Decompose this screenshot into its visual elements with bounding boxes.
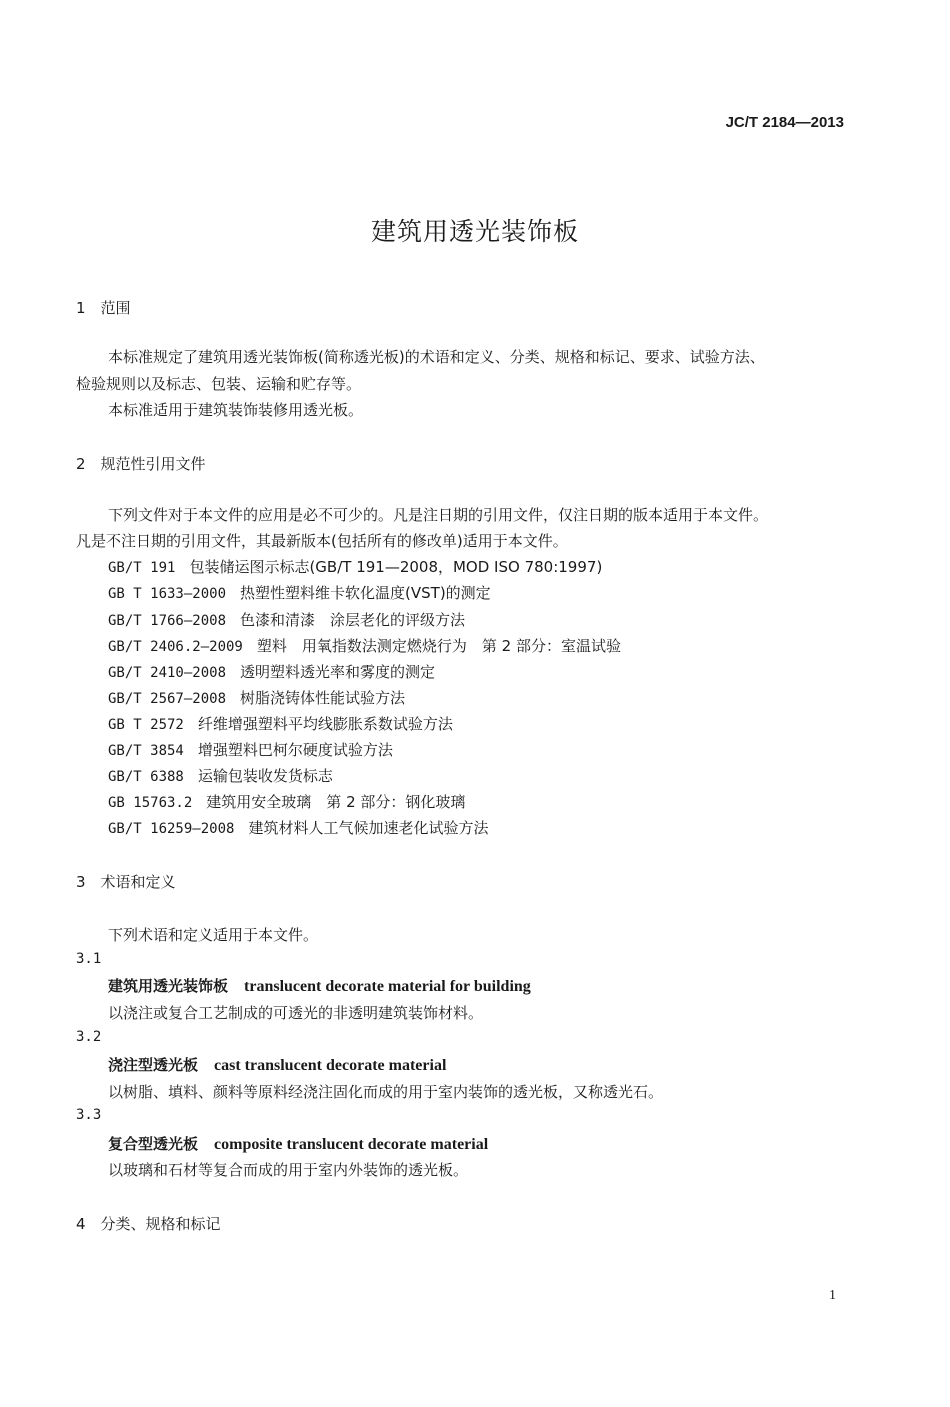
term-chinese: 复合型透光板 — [108, 1135, 199, 1153]
reference-code: GB/T 2410—2008 — [108, 665, 227, 681]
section-3-intro: 下列术语和定义适用于本文件。 — [108, 926, 319, 944]
reference-code: GB/T 1766—2008 — [108, 613, 227, 629]
reference-title: 建筑用安全玻璃 第 2 部分：钢化玻璃 — [206, 793, 466, 811]
reference-code: GB/T 2567—2008 — [108, 691, 227, 707]
section-1-para1-line1: 本标准规定了建筑用透光装饰板(简称透光板)的术语和定义、分类、规格和标记、要求、试验方法、 — [108, 348, 765, 366]
term-chinese: 浇注型透光板 — [108, 1056, 199, 1074]
section-2-heading: 2 规范性引用文件 — [76, 455, 206, 473]
reference-title: 纤维增强塑料平均线膨胀系数试验方法 — [197, 715, 453, 733]
reference-code: GB/T 3854 — [108, 743, 184, 759]
term-heading — [108, 1054, 446, 1075]
reference-item — [108, 556, 602, 577]
reference-title: 塑料 用氧指数法测定燃烧行为 第 2 部分：室温试验 — [256, 637, 621, 655]
reference-item — [108, 661, 435, 682]
reference-item — [108, 739, 393, 760]
section-4-heading: 4 分类、规格和标记 — [76, 1215, 221, 1233]
term-english: composite translucent decorate material — [214, 1136, 489, 1153]
term-english: translucent decorate material for building — [244, 978, 531, 995]
term-heading — [108, 975, 531, 996]
reference-title: 建筑材料人工气候加速老化试验方法 — [248, 819, 489, 837]
reference-code: GB T 2572 — [108, 717, 184, 733]
standard-code: JC/T 2184—2013 — [725, 114, 844, 131]
term-heading — [108, 1133, 488, 1154]
reference-title: 运输包装收发货标志 — [197, 767, 333, 785]
reference-item — [108, 817, 488, 838]
section-1-para2: 本标准适用于建筑装饰装修用透光板。 — [108, 401, 364, 419]
reference-code: GB T 1633—2000 — [108, 586, 227, 602]
term-number: 3.1 — [76, 951, 102, 967]
term-number: 3.2 — [76, 1029, 102, 1045]
term-definition: 以树脂、填料、颜料等原料经浇注固化而成的用于室内装饰的透光板，又称透光石。 — [108, 1083, 664, 1101]
reference-title: 增强塑料巴柯尔硬度试验方法 — [197, 741, 393, 759]
reference-item — [108, 687, 405, 708]
page-number: 1 — [829, 1288, 836, 1303]
document-title: 建筑用透光装饰板 — [370, 217, 579, 246]
section-2-intro-line2: 凡是不注日期的引用文件，其最新版本(包括所有的修改单)适用于本文件。 — [76, 532, 568, 550]
reference-code: GB/T 2406.2—2009 — [108, 639, 243, 655]
reference-item — [108, 713, 453, 734]
reference-code: GB 15763.2 — [108, 795, 193, 811]
term-definition: 以玻璃和石材等复合而成的用于室内外装饰的透光板。 — [108, 1161, 469, 1179]
reference-title: 热塑性塑料维卡软化温度(VST)的测定 — [240, 584, 491, 602]
term-number: 3.3 — [76, 1107, 102, 1123]
reference-item — [108, 609, 465, 630]
reference-title: 透明塑料透光率和雾度的测定 — [240, 663, 436, 681]
reference-item — [108, 765, 333, 786]
term-english: cast translucent decorate material — [214, 1057, 447, 1074]
reference-title: 包装储运图示标志(GB/T 191—2008，MOD ISO 780:1997) — [189, 558, 603, 576]
reference-title: 树脂浇铸体性能试验方法 — [240, 689, 406, 707]
reference-code: GB/T 191 — [108, 560, 176, 576]
reference-item — [108, 582, 491, 603]
section-2-intro-line1: 下列文件对于本文件的应用是必不可少的。凡是注日期的引用文件，仅注日期的版本适用于本文件。 — [108, 506, 769, 524]
section-1-heading: 1 范围 — [76, 299, 131, 317]
reference-item — [108, 635, 621, 656]
reference-code: GB/T 16259—2008 — [108, 821, 235, 837]
reference-item — [108, 791, 465, 812]
section-3-heading: 3 术语和定义 — [76, 873, 176, 891]
reference-code: GB/T 6388 — [108, 769, 184, 785]
term-definition: 以浇注或复合工艺制成的可透光的非透明建筑装饰材料。 — [108, 1004, 484, 1022]
section-1-para1-line2: 检验规则以及标志、包装、运输和贮存等。 — [76, 375, 362, 393]
reference-title: 色漆和清漆 涂层老化的评级方法 — [240, 611, 466, 629]
term-chinese: 建筑用透光装饰板 — [108, 977, 229, 995]
